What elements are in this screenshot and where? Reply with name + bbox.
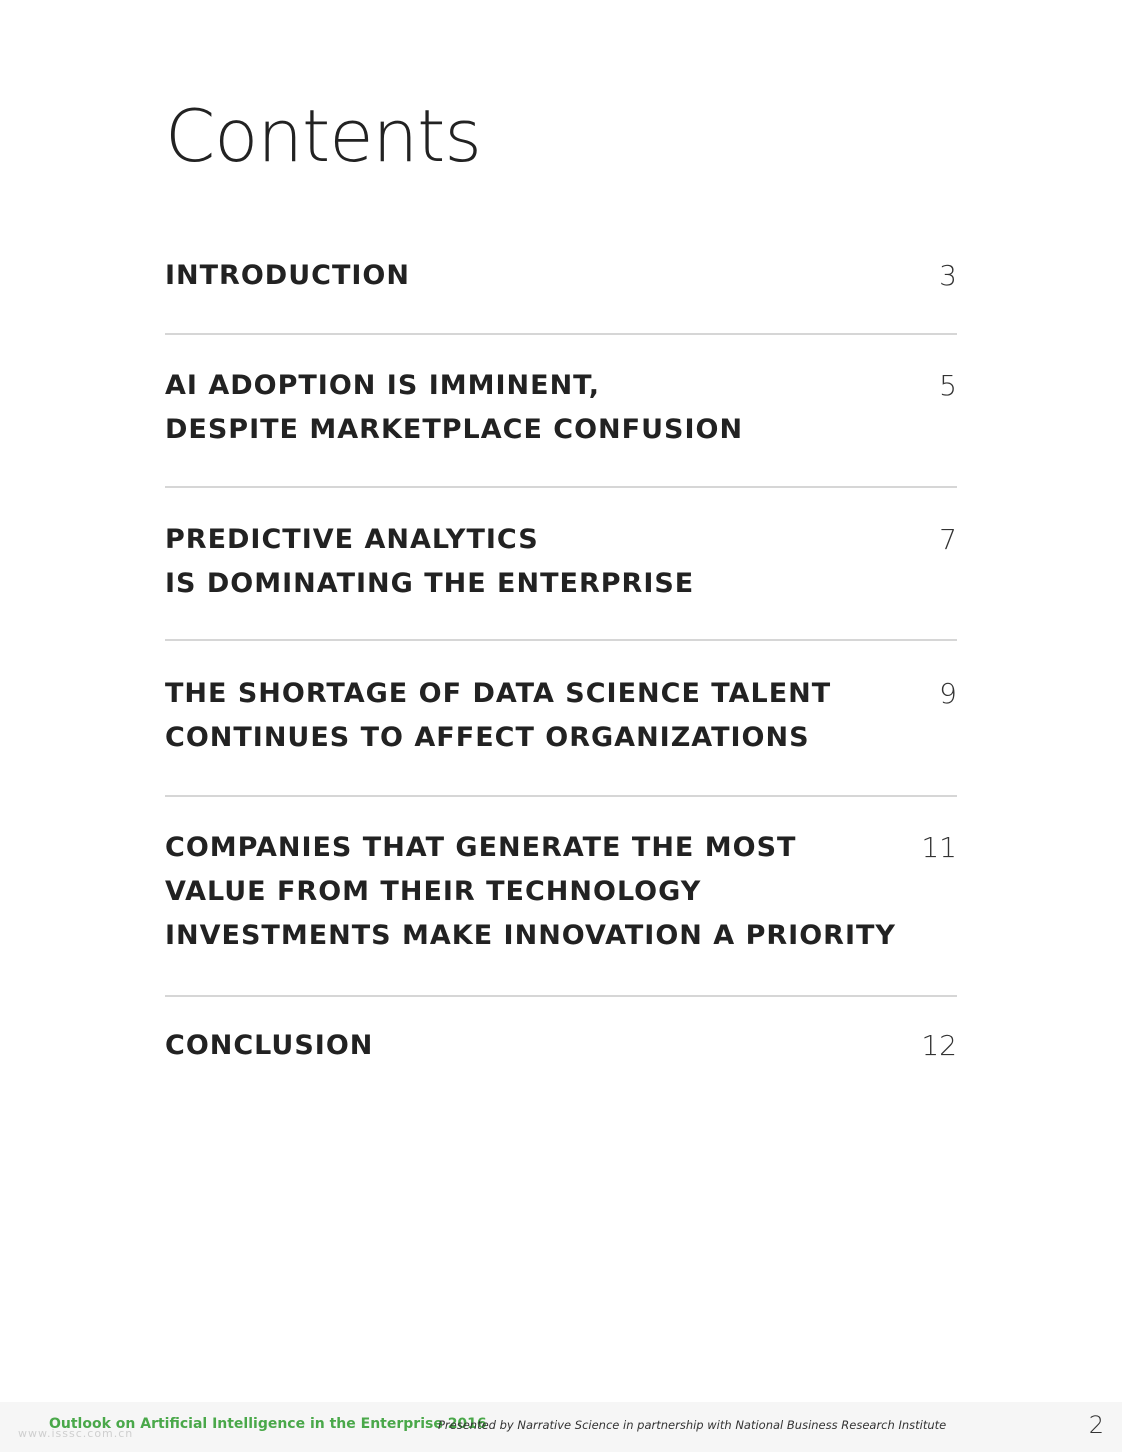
toc-page-number: 11 bbox=[921, 831, 957, 864]
report-title: Outlook on Artificial Intelligence in the Enterprise 2016 bbox=[49, 1416, 487, 1432]
toc-entry-title-line: VALUE FROM THEIR TECHNOLOGY bbox=[165, 876, 702, 907]
toc-entry-introduction[interactable] bbox=[165, 254, 957, 298]
watermark: www.isssc.com.cn bbox=[18, 1427, 134, 1440]
toc-entry-innovation-priority[interactable] bbox=[165, 826, 957, 958]
toc-entry-title bbox=[165, 1024, 373, 1068]
toc-entry-predictive-analytics[interactable] bbox=[165, 518, 957, 606]
toc-entry-conclusion[interactable] bbox=[165, 1024, 957, 1068]
toc-divider bbox=[165, 486, 957, 488]
toc-page-number: 9 bbox=[939, 677, 957, 710]
toc-entry-title-line: PREDICTIVE ANALYTICS bbox=[165, 524, 539, 555]
presented-by-text: Presented by Narrative Science in partnership with National Business Research Institute bbox=[438, 1418, 947, 1432]
toc-entry-title-line: INVESTMENTS MAKE INNOVATION A PRIORITY bbox=[165, 920, 896, 951]
toc-entry-title-line: COMPANIES THAT GENERATE THE MOST bbox=[165, 832, 797, 863]
toc-page-number: 5 bbox=[939, 369, 957, 402]
toc-entry-title-line: AI ADOPTION IS IMMINENT, bbox=[165, 370, 600, 401]
toc-entry-ai-adoption[interactable] bbox=[165, 364, 957, 452]
toc-entry-title bbox=[165, 254, 410, 298]
page-title: Contents bbox=[165, 94, 481, 178]
toc-entry-title-line: THE SHORTAGE OF DATA SCIENCE TALENT bbox=[165, 678, 832, 709]
toc-entry-data-science-talent[interactable] bbox=[165, 672, 957, 760]
toc-entry-title-line: CONTINUES TO AFFECT ORGANIZATIONS bbox=[165, 722, 810, 753]
toc-divider bbox=[165, 639, 957, 641]
toc-divider bbox=[165, 795, 957, 797]
page-number: 2 bbox=[1088, 1411, 1104, 1439]
toc-entry-title-line: DESPITE MARKETPLACE CONFUSION bbox=[165, 414, 744, 445]
toc-entry-title bbox=[165, 518, 694, 606]
toc-entry-title-line: CONCLUSION bbox=[165, 1030, 374, 1061]
toc-entry-title bbox=[165, 826, 896, 958]
toc-page-number: 3 bbox=[939, 259, 957, 292]
toc-entry-title bbox=[165, 672, 831, 760]
page-footer bbox=[0, 1402, 1122, 1452]
toc-page-number: 12 bbox=[921, 1029, 957, 1062]
toc-entry-title bbox=[165, 364, 743, 452]
toc-entry-title-line: IS DOMINATING THE ENTERPRISE bbox=[165, 568, 695, 599]
toc-divider bbox=[165, 995, 957, 997]
toc-entry-title-line: INTRODUCTION bbox=[165, 260, 410, 291]
toc-page-number: 7 bbox=[939, 523, 957, 556]
toc-divider bbox=[165, 333, 957, 335]
